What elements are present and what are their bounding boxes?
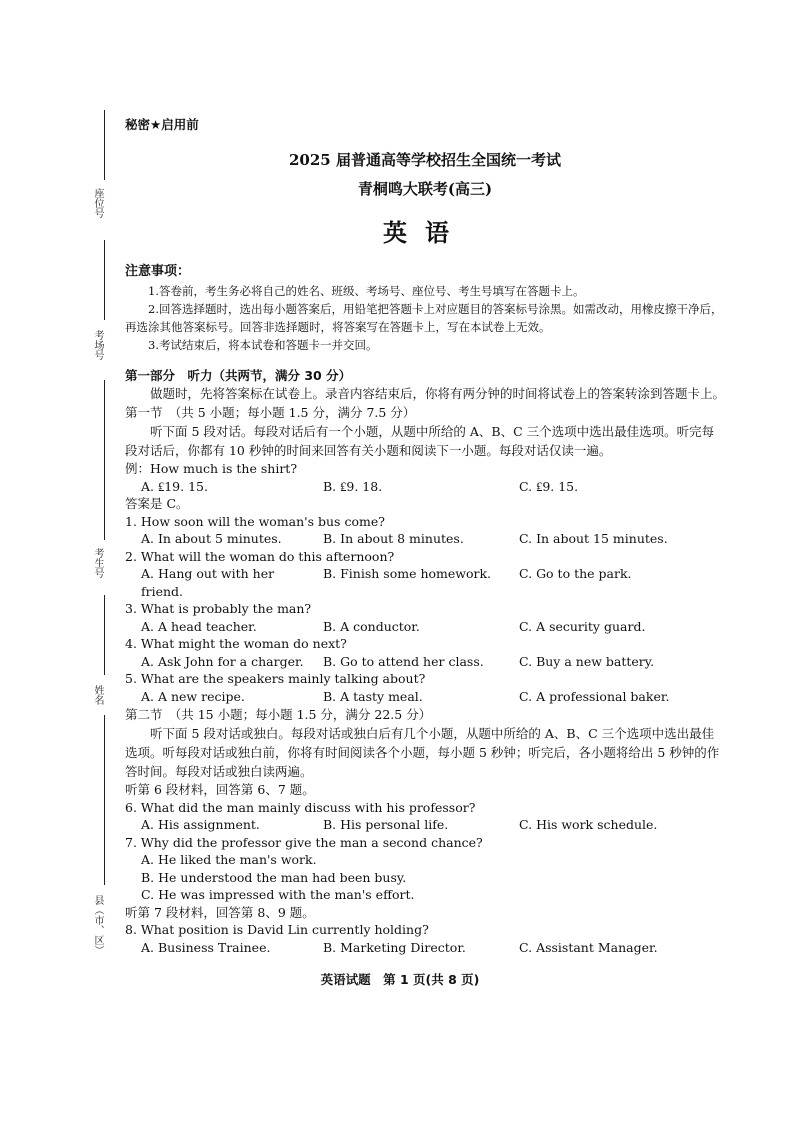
option-a: A. He liked the man's work. xyxy=(141,852,317,867)
exam-page xyxy=(125,115,725,956)
option-a: A. A new recipe. xyxy=(141,688,245,704)
question: 2. What will the woman do this afternoon? xyxy=(125,548,395,564)
notice-item: 3.考试结束后，将本试卷和答题卡一并交回。 xyxy=(148,338,378,352)
exam-room-label: 考场号 xyxy=(92,330,103,360)
notice-item: 1.答卷前，考生务必将自己的姓名、班级、考场号、座位号、考生号填写在答题卡上。 xyxy=(148,284,585,298)
option-a: A. Ask John for a charger. xyxy=(141,653,304,669)
option-c: C. He was impressed with the man's effort. xyxy=(141,887,415,902)
section2-intro: 听下面 5 段对话或独白。每段对话或独白后有几个小题，从题中所给的 A、B、C 三个选项中选出最佳选项。听每段对话或独白前，你将有时间阅读各个小题，每小题 5 秒钟；听完后，各小题将给出 5 秒钟的作答时间。每段对话或独白读两遍。 xyxy=(125,726,720,779)
student-no-label: 考生号 xyxy=(92,548,103,578)
option-b: B. Go to attend her class. xyxy=(323,653,484,669)
option-c: C. Assistant Manager. xyxy=(519,939,658,955)
option-a: A. In about 5 minutes. xyxy=(141,531,282,546)
option-a: A. Hang out with her friend. xyxy=(141,566,275,599)
option-c: C. In about 15 minutes. xyxy=(519,531,668,546)
option-b: B. A conductor. xyxy=(323,618,420,634)
option-c: C. A professional baker. xyxy=(519,688,670,704)
material-7-note: 听第 7 段材料，回答第 8、9 题。 xyxy=(125,904,315,920)
option-b: B. Finish some homework. xyxy=(323,566,492,581)
option-a: A. A head teacher. xyxy=(141,618,257,634)
county-field xyxy=(60,715,120,955)
option-a: A. Business Trainee. xyxy=(141,939,271,955)
option-b: B. In about 8 minutes. xyxy=(323,531,464,546)
option-c: C. His work schedule. xyxy=(519,817,658,832)
option-c: C. ₤9. 15. xyxy=(519,478,579,494)
option-b: B. His personal life. xyxy=(323,817,449,832)
part1-heading: 第一部分 听力（共两节，满分 30 分） xyxy=(125,368,352,383)
question: 1. How soon will the woman's bus come? xyxy=(125,513,385,529)
option-a: A. ₤19. 15. xyxy=(141,478,208,494)
example-options xyxy=(125,478,725,496)
section1-intro: 听下面 5 段对话。每段对话后有一个小题，从题中所给的 A、B、C 三个选项中选出最佳选项。听完每段对话后，你都有 10 秒钟的时间来回答有关小题和阅读下一小题。每段对话仅读一遍。 xyxy=(125,424,715,458)
confidential-mark: 秘密★启用前 xyxy=(125,117,199,132)
question: 8. What position is David Lin currently holding? xyxy=(125,922,429,937)
option-b: B. A tasty meal. xyxy=(323,688,423,704)
exam-room-field xyxy=(60,240,120,380)
question: 4. What might the woman do next? xyxy=(125,636,347,651)
option-c: C. Go to the park. xyxy=(519,566,632,581)
page-footer: 英语试题 第 1 页(共 8 页) xyxy=(320,972,480,987)
name-field xyxy=(60,595,120,715)
option-a: A. His assignment. xyxy=(141,817,260,832)
question-options xyxy=(125,816,725,834)
question-options xyxy=(125,939,725,957)
notice-heading: 注意事项： xyxy=(125,264,191,279)
question: 5. What are the speakers mainly talking about? xyxy=(125,671,426,686)
question-options xyxy=(125,688,725,706)
example-question: 例：How much is the shirt? xyxy=(125,461,298,476)
question-options xyxy=(125,530,725,548)
part1-intro: 做题时，先将答案标在试卷上。录音内容结束后，你将有两分钟的时间将试卷上的答案转涂到答题卡上。 xyxy=(150,386,726,401)
joint-exam-title: 青桐鸣大联考(高三) xyxy=(357,180,493,198)
exam-title: 2025 届普通高等学校招生全国统一考试 xyxy=(289,151,561,169)
example-answer: 答案是 C。 xyxy=(125,496,189,511)
option-c: C. A security guard. xyxy=(519,618,646,634)
notice-item: 2.回答选择题时，选出每小题答案后，用铅笔把答题卡上对应题目的答案标号涂黑。如需改动，用橡皮擦干净后，再选涂其他答案标号。回答非选择题时，将答案写在答题卡上，写在本试卷上无效。 xyxy=(125,302,723,334)
option-b: B. He understood the man had been busy. xyxy=(141,869,407,885)
material-6-note: 听第 6 段材料，回答第 6、7 题。 xyxy=(125,782,315,797)
student-no-field xyxy=(60,380,120,580)
option-b: B. Marketing Director. xyxy=(323,939,466,955)
question: 7. Why did the professor give the man a second chance? xyxy=(125,834,483,850)
question-options xyxy=(125,618,725,636)
county-label: 县（市、区） xyxy=(92,895,103,955)
subject-title: 英语 xyxy=(383,218,467,247)
option-b: B. ₤9. 18. xyxy=(323,478,383,494)
name-label: 姓名 xyxy=(92,685,103,705)
seat-label: 座位号 xyxy=(92,188,103,218)
question: 3. What is probably the man? xyxy=(125,601,312,616)
section1-heading: 第一节 （共 5 小题；每小题 1.5 分，满分 7.5 分） xyxy=(125,405,416,420)
question: 6. What did the man mainly discuss with his professor? xyxy=(125,799,476,815)
seat-field xyxy=(60,110,120,260)
binding-margin xyxy=(60,110,120,970)
question-options xyxy=(125,565,725,600)
option-c: C. Buy a new battery. xyxy=(519,653,655,669)
section2-heading: 第二节 （共 15 小题；每小题 1.5 分，满分 22.5 分） xyxy=(125,707,432,722)
question-options xyxy=(125,653,725,671)
